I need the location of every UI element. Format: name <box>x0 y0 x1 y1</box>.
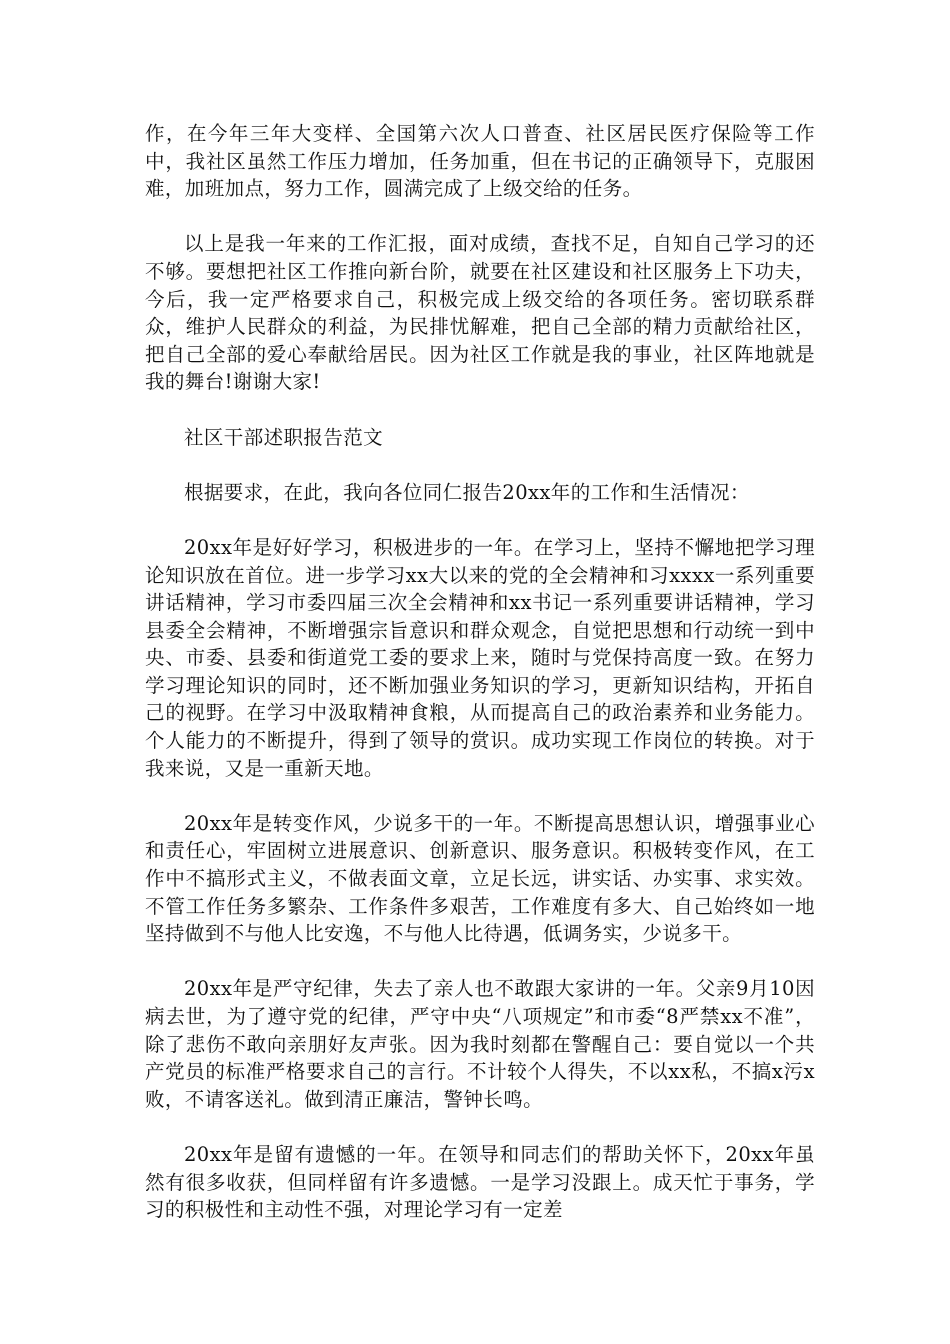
paragraph-intro: 根据要求，在此，我向各位同仁报告20xx年的工作和生活情况： <box>184 480 750 504</box>
section-heading: 社区干部述职报告范文 <box>184 425 384 449</box>
paragraph-summary: 以上是我一年来的工作汇报，面对成绩，查找不足，自知自己学习的还不够。要想把社区工作推向新台阶，就要在社区建设和社区服务上下功夫，今后，我一定严格要求自己，积极完成上级交给的各项任务。密切联系群众，维护人民群众的利益，为民排忧解难，把自己全部的精力贡献给社区，把自己全部的爱心奉献给居民。因为社区工作就是我的事业，社区阵地就是我的舞台!谢谢大家! <box>145 232 815 394</box>
document-page <box>145 120 815 1251</box>
paragraph-regrets: 20xx年是留有遗憾的一年。在领导和同志们的帮助关怀下，20xx年虽然有很多收获，但同样留有许多遗憾。一是学习没跟上。成天忙于事务，学习的积极性和主动性不强，对理论学习有一定差 <box>145 1142 815 1222</box>
paragraph-work-style: 20xx年是转变作风，少说多干的一年。不断提高思想认识，增强事业心和责任心，牢固树立进展意识、创新意识、服务意识。积极转变作风，在工作中不搞形式主义，不做表面文章，立足长远，讲实话、办实事、求实效。不管工作任务多繁杂、工作条件多艰苦，工作难度有多大、自己始终如一地坚持做到不与他人比安逸，不与他人比待遇，低调务实，少说多干。 <box>145 811 815 946</box>
paragraph-continuation: 作，在今年三年大变样、全国第六次人口普查、社区居民医疗保险等工作中，我社区虽然工作压力增加，任务加重，但在书记的正确领导下，克服困难，加班加点，努力工作，圆满完成了上级交给的任务。 <box>145 122 815 201</box>
paragraph-discipline: 20xx年是严守纪律，失去了亲人也不敢跟大家讲的一年。父亲9月10因病去世，为了遵守党的纪律，严守中央“八项规定”和市委“8严禁xx不准”，除了悲伤不敢向亲朋好友声张。因为我时刻都在警醒自己：要自觉以一个共产党员的标准严格要求自己的言行。不计较个人得失，不以xx私，不搞x污x败，不请客送礼。做到清正廉洁，警钟长鸣。 <box>145 977 815 1111</box>
paragraph-study: 20xx年是好好学习，积极进步的一年。在学习上，坚持不懈地把学习理论知识放在首位。进一步学习xx大以来的党的全会精神和习xxxx一系列重要讲话精神，学习市委四届三次全会精神和xx书记一系列重要讲话精神，学习县委全会精神，不断增强宗旨意识和群众观念，自觉把思想和行动统一到中央、市委、县委和街道党工委的要求上来，随时与党保持高度一致。在努力学习理论知识的同时，还不断加强业务知识的学习，更新知识结构，开拓自己的视野。在学习中汲取精神食粮，从而提高自己的政治素养和业务能力。个人能力的不断提升，得到了领导的赏识。成功实现工作岗位的转换。对于我来说，又是一重新天地。 <box>145 535 815 780</box>
